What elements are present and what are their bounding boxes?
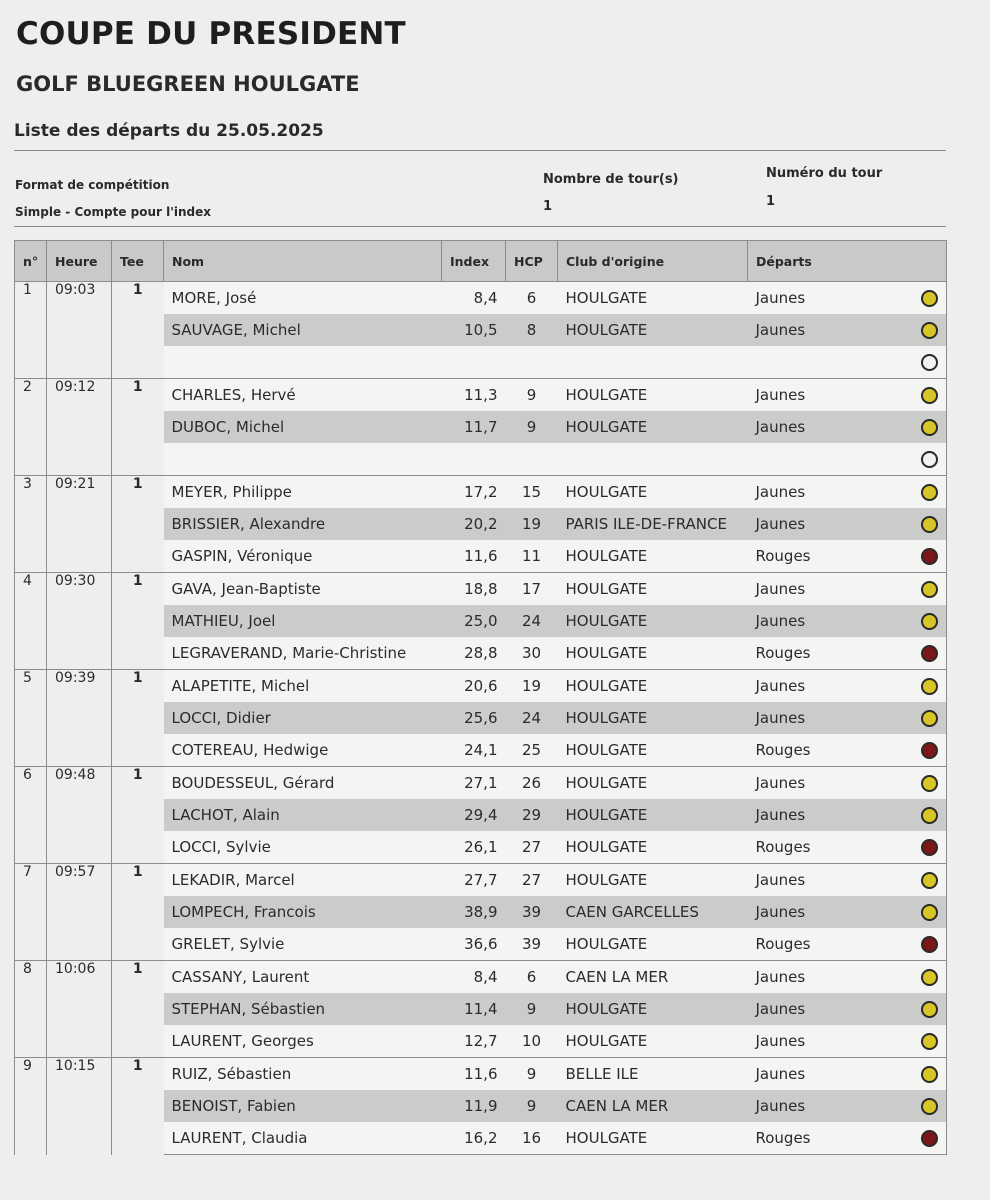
player-tee-color: Rouges	[748, 831, 913, 864]
player-club: HOULGATE	[558, 831, 748, 864]
col-header-name: Nom	[164, 241, 442, 282]
tee-number: 1	[112, 573, 164, 670]
player-hcp: 11	[506, 540, 558, 573]
player-hcp: 19	[506, 670, 558, 703]
player-tee-color: Jaunes	[748, 573, 913, 606]
col-header-time: Heure	[47, 241, 112, 282]
tee-number: 1	[112, 1058, 164, 1155]
tee-number: 1	[112, 864, 164, 961]
player-name: LOMPECH, Francois	[164, 896, 442, 928]
player-hcp	[506, 346, 558, 379]
divider	[14, 150, 946, 151]
player-index	[442, 346, 506, 379]
group-number: 7	[15, 864, 47, 961]
player-name	[164, 346, 442, 379]
player-club: HOULGATE	[558, 1122, 748, 1155]
player-club: HOULGATE	[558, 864, 748, 897]
player-hcp: 30	[506, 637, 558, 670]
round-number-value: 1	[766, 194, 776, 209]
player-club: HOULGATE	[558, 1025, 748, 1058]
player-name: GRELET, Sylvie	[164, 928, 442, 961]
page-title: COUPE DU PRESIDENT	[16, 16, 406, 52]
player-tee-color: Jaunes	[748, 379, 913, 412]
player-tee-color: Jaunes	[748, 314, 913, 346]
col-header-index: Index	[442, 241, 506, 282]
player-index: 11,6	[442, 540, 506, 573]
player-club: HOULGATE	[558, 928, 748, 961]
player-hcp: 6	[506, 961, 558, 994]
player-index: 16,2	[442, 1122, 506, 1155]
player-name: SAUVAGE, Michel	[164, 314, 442, 346]
player-hcp: 17	[506, 573, 558, 606]
player-club: HOULGATE	[558, 605, 748, 637]
tee-color-dot	[921, 1001, 938, 1018]
format-label: Format de compétition	[15, 178, 170, 192]
table-row	[15, 1058, 947, 1091]
rounds-value: 1	[543, 199, 553, 214]
player-name: MEYER, Philippe	[164, 476, 442, 509]
player-club: PARIS ILE-DE-FRANCE	[558, 508, 748, 540]
player-name: ALAPETITE, Michel	[164, 670, 442, 703]
tee-time: 09:03	[47, 282, 112, 379]
table-row	[15, 864, 947, 897]
player-tee-color: Jaunes	[748, 508, 913, 540]
tee-time: 09:12	[47, 379, 112, 476]
player-club	[558, 443, 748, 476]
player-name: MORE, José	[164, 282, 442, 315]
player-tee-color: Jaunes	[748, 282, 913, 315]
player-tee-color: Jaunes	[748, 702, 913, 734]
player-index: 29,4	[442, 799, 506, 831]
tee-color-dot	[921, 484, 938, 501]
player-name: LAURENT, Georges	[164, 1025, 442, 1058]
tee-color-dot	[921, 451, 938, 468]
group-number: 2	[15, 379, 47, 476]
player-tee-color: Rouges	[748, 1122, 913, 1155]
player-tee-color: Jaunes	[748, 993, 913, 1025]
player-tee-color: Jaunes	[748, 961, 913, 994]
player-index: 24,1	[442, 734, 506, 767]
player-tee-color: Rouges	[748, 734, 913, 767]
table-row	[15, 379, 947, 412]
tee-time: 09:39	[47, 670, 112, 767]
player-hcp: 9	[506, 1058, 558, 1091]
player-index: 27,7	[442, 864, 506, 897]
tee-color-dot	[921, 548, 938, 565]
tee-time: 10:06	[47, 961, 112, 1058]
player-tee-color: Rouges	[748, 637, 913, 670]
tee-color-dot	[921, 904, 938, 921]
player-club: CAEN LA MER	[558, 961, 748, 994]
player-tee-color: Jaunes	[748, 670, 913, 703]
player-index: 12,7	[442, 1025, 506, 1058]
player-name: CHARLES, Hervé	[164, 379, 442, 412]
player-name: BENOIST, Fabien	[164, 1090, 442, 1122]
player-tee-color: Jaunes	[748, 799, 913, 831]
player-name: CASSANY, Laurent	[164, 961, 442, 994]
player-name: MATHIEU, Joel	[164, 605, 442, 637]
player-name: BRISSIER, Alexandre	[164, 508, 442, 540]
tee-number: 1	[112, 670, 164, 767]
player-club: HOULGATE	[558, 993, 748, 1025]
group-number: 9	[15, 1058, 47, 1155]
player-name: RUIZ, Sébastien	[164, 1058, 442, 1091]
player-club: HOULGATE	[558, 670, 748, 703]
player-index	[442, 443, 506, 476]
player-tee-color: Rouges	[748, 540, 913, 573]
player-hcp: 10	[506, 1025, 558, 1058]
player-club: HOULGATE	[558, 734, 748, 767]
tee-color-dot	[921, 775, 938, 792]
format-value: Simple - Compte pour l'index	[15, 205, 212, 219]
player-club: HOULGATE	[558, 282, 748, 315]
tee-color-dot	[921, 1033, 938, 1050]
player-index: 38,9	[442, 896, 506, 928]
tee-time: 09:30	[47, 573, 112, 670]
player-tee-color: Jaunes	[748, 476, 913, 509]
divider	[14, 226, 946, 227]
player-hcp: 39	[506, 896, 558, 928]
player-tee-color: Jaunes	[748, 1025, 913, 1058]
tee-color-dot	[921, 872, 938, 889]
player-club: HOULGATE	[558, 476, 748, 509]
player-tee-color: Jaunes	[748, 411, 913, 443]
tee-color-dot	[921, 613, 938, 630]
tee-color-dot	[921, 710, 938, 727]
tee-color-dot	[921, 969, 938, 986]
player-index: 36,6	[442, 928, 506, 961]
player-club: HOULGATE	[558, 637, 748, 670]
player-name: LEGRAVERAND, Marie-Christine	[164, 637, 442, 670]
player-club: HOULGATE	[558, 411, 748, 443]
player-hcp: 9	[506, 993, 558, 1025]
tee-color-dot	[921, 807, 938, 824]
col-header-departs: Départs	[748, 241, 947, 282]
player-name	[164, 443, 442, 476]
player-name: LOCCI, Sylvie	[164, 831, 442, 864]
player-hcp: 29	[506, 799, 558, 831]
player-hcp: 6	[506, 282, 558, 315]
player-club: CAEN LA MER	[558, 1090, 748, 1122]
tee-number: 1	[112, 767, 164, 864]
group-number: 3	[15, 476, 47, 573]
player-name: DUBOC, Michel	[164, 411, 442, 443]
col-header-club: Club d'origine	[558, 241, 748, 282]
player-index: 27,1	[442, 767, 506, 800]
player-name: LACHOT, Alain	[164, 799, 442, 831]
start-list-date-title: Liste des départs du 25.05.2025	[14, 121, 324, 141]
player-club: HOULGATE	[558, 314, 748, 346]
player-tee-color: Jaunes	[748, 1058, 913, 1091]
tee-color-dot	[921, 516, 938, 533]
player-index: 20,6	[442, 670, 506, 703]
tee-time: 09:21	[47, 476, 112, 573]
player-name: GASPIN, Véronique	[164, 540, 442, 573]
tee-color-dot	[921, 1130, 938, 1147]
player-index: 11,6	[442, 1058, 506, 1091]
col-header-tee: Tee	[112, 241, 164, 282]
tee-color-dot	[921, 1098, 938, 1115]
player-hcp	[506, 443, 558, 476]
tee-time: 09:57	[47, 864, 112, 961]
player-club: HOULGATE	[558, 379, 748, 412]
player-hcp: 25	[506, 734, 558, 767]
player-tee-color: Jaunes	[748, 896, 913, 928]
player-club: HOULGATE	[558, 767, 748, 800]
player-hcp: 9	[506, 1090, 558, 1122]
player-tee-color: Jaunes	[748, 864, 913, 897]
tee-time: 10:15	[47, 1058, 112, 1155]
table-header-row	[15, 241, 947, 282]
tee-color-dot	[921, 678, 938, 695]
rounds-label: Nombre de tour(s)	[543, 172, 679, 187]
player-name: COTEREAU, Hedwige	[164, 734, 442, 767]
player-index: 25,6	[442, 702, 506, 734]
tee-color-dot	[921, 742, 938, 759]
player-index: 11,9	[442, 1090, 506, 1122]
player-index: 11,4	[442, 993, 506, 1025]
player-hcp: 39	[506, 928, 558, 961]
col-header-number: n°	[15, 241, 47, 282]
tee-color-dot	[921, 387, 938, 404]
player-club: BELLE ILE	[558, 1058, 748, 1091]
player-name: GAVA, Jean-Baptiste	[164, 573, 442, 606]
player-tee-color: Jaunes	[748, 1090, 913, 1122]
tee-color-dot	[921, 645, 938, 662]
player-name: LAURENT, Claudia	[164, 1122, 442, 1155]
player-tee-color	[748, 443, 913, 476]
player-hcp: 9	[506, 411, 558, 443]
group-number: 1	[15, 282, 47, 379]
player-hcp: 26	[506, 767, 558, 800]
player-index: 17,2	[442, 476, 506, 509]
table-row	[15, 670, 947, 703]
player-club: HOULGATE	[558, 799, 748, 831]
tee-number: 1	[112, 379, 164, 476]
player-hcp: 27	[506, 831, 558, 864]
player-name: BOUDESSEUL, Gérard	[164, 767, 442, 800]
table-row	[15, 573, 947, 606]
player-index: 11,3	[442, 379, 506, 412]
player-club	[558, 346, 748, 379]
tee-color-dot	[921, 839, 938, 856]
tee-time: 09:48	[47, 767, 112, 864]
group-number: 4	[15, 573, 47, 670]
tee-number: 1	[112, 476, 164, 573]
player-hcp: 24	[506, 702, 558, 734]
player-club: HOULGATE	[558, 702, 748, 734]
start-list-table	[14, 240, 947, 1155]
player-index: 20,2	[442, 508, 506, 540]
player-tee-color: Rouges	[748, 928, 913, 961]
player-hcp: 8	[506, 314, 558, 346]
player-tee-color: Jaunes	[748, 605, 913, 637]
player-index: 18,8	[442, 573, 506, 606]
tee-color-dot	[921, 1066, 938, 1083]
player-hcp: 9	[506, 379, 558, 412]
player-name: LEKADIR, Marcel	[164, 864, 442, 897]
player-club: CAEN GARCELLES	[558, 896, 748, 928]
player-hcp: 15	[506, 476, 558, 509]
player-tee-color	[748, 346, 913, 379]
player-index: 26,1	[442, 831, 506, 864]
tee-color-dot	[921, 290, 938, 307]
table-row	[15, 476, 947, 509]
tee-color-dot	[921, 322, 938, 339]
player-hcp: 27	[506, 864, 558, 897]
tee-number: 1	[112, 961, 164, 1058]
col-header-hcp: HCP	[506, 241, 558, 282]
player-index: 10,5	[442, 314, 506, 346]
player-club: HOULGATE	[558, 573, 748, 606]
tee-color-dot	[921, 581, 938, 598]
player-index: 25,0	[442, 605, 506, 637]
tee-color-dot	[921, 354, 938, 371]
player-tee-color: Jaunes	[748, 767, 913, 800]
player-club: HOULGATE	[558, 540, 748, 573]
group-number: 6	[15, 767, 47, 864]
player-index: 8,4	[442, 961, 506, 994]
club-name: GOLF BLUEGREEN HOULGATE	[16, 72, 360, 96]
player-hcp: 24	[506, 605, 558, 637]
table-row	[15, 767, 947, 800]
round-number-label: Numéro du tour	[766, 166, 883, 181]
tee-number: 1	[112, 282, 164, 379]
player-index: 11,7	[442, 411, 506, 443]
player-name: STEPHAN, Sébastien	[164, 993, 442, 1025]
player-hcp: 19	[506, 508, 558, 540]
group-number: 8	[15, 961, 47, 1058]
player-index: 8,4	[442, 282, 506, 315]
player-hcp: 16	[506, 1122, 558, 1155]
player-index: 28,8	[442, 637, 506, 670]
table-row	[15, 961, 947, 994]
table-row	[15, 282, 947, 315]
group-number: 5	[15, 670, 47, 767]
tee-color-dot	[921, 936, 938, 953]
player-name: LOCCI, Didier	[164, 702, 442, 734]
tee-color-dot	[921, 419, 938, 436]
